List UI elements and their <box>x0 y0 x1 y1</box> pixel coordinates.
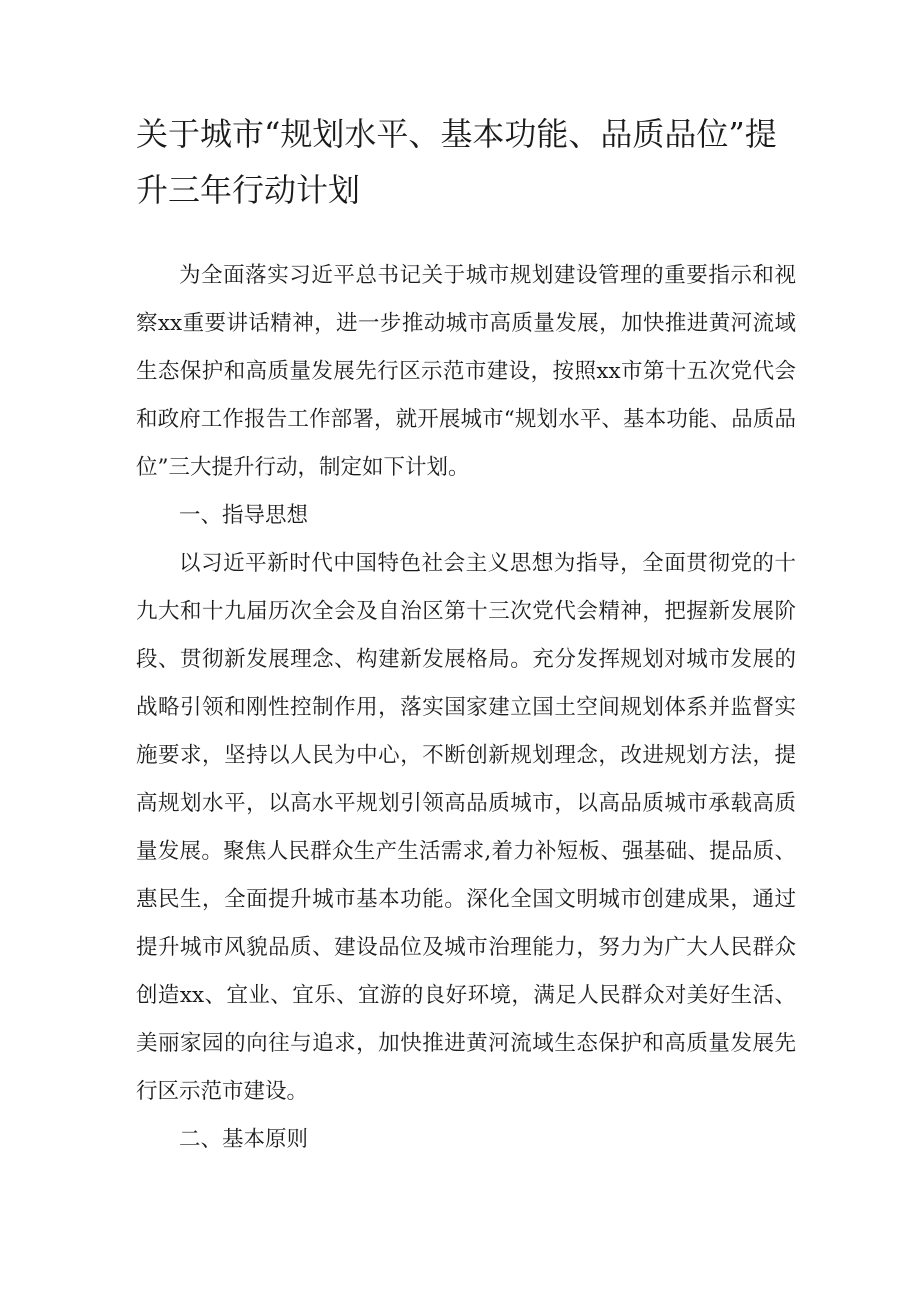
document-title: 关于城市“规划水平、基本功能、品质品位”提升三年行动计划 <box>136 115 777 209</box>
document-body <box>136 252 796 1164</box>
intro-paragraph: 为全面落实习近平总书记关于城市规划建设管理的重要指示和视察xx重要讲话精神，进一步推动城市高质量发展，加快推进黄河流域生态保护和高质量发展先行区示范市建设，按照xx市第十五次党代会和政府工作报告工作部署，就开展城市“规划水平、基本功能、品质品位”三大提升行动，制定如下计划。 <box>136 263 796 480</box>
section-heading-basic-principles: 二、基本原则 <box>179 1127 309 1152</box>
section-heading-guiding-ideology: 一、指导思想 <box>179 503 309 528</box>
section-body-guiding-ideology: 以习近平新时代中国特色社会主义思想为指导，全面贯彻党的十九大和十九届历次全会及自治区第十三次党代会精神，把握新发展阶段、贯彻新发展理念、构建新发展格局。充分发挥规划对城市发展的战略引领和刚性控制作用，落实国家建立国土空间规划体系并监督实施要求，坚持以人民为中心，不断创新规划理念，改进规划方法，提高规划水平，以高水平规划引领高品质城市，以高品质城市承载高质量发展。聚焦人民群众生产生活需求,着力补短板、强基础、提品质、惠民生，全面提升城市基本功能。深化全国文明城市创建成果，通过提升城市风貌品质、建设品位及城市治理能力，努力为广大人民群众创造xx、宜业、宜乐、宜游的良好环境，满足人民群众对美好生活、美丽家园的向往与追求，加快推进黄河流域生态保护和高质量发展先行区示范市建设。 <box>136 551 796 1104</box>
